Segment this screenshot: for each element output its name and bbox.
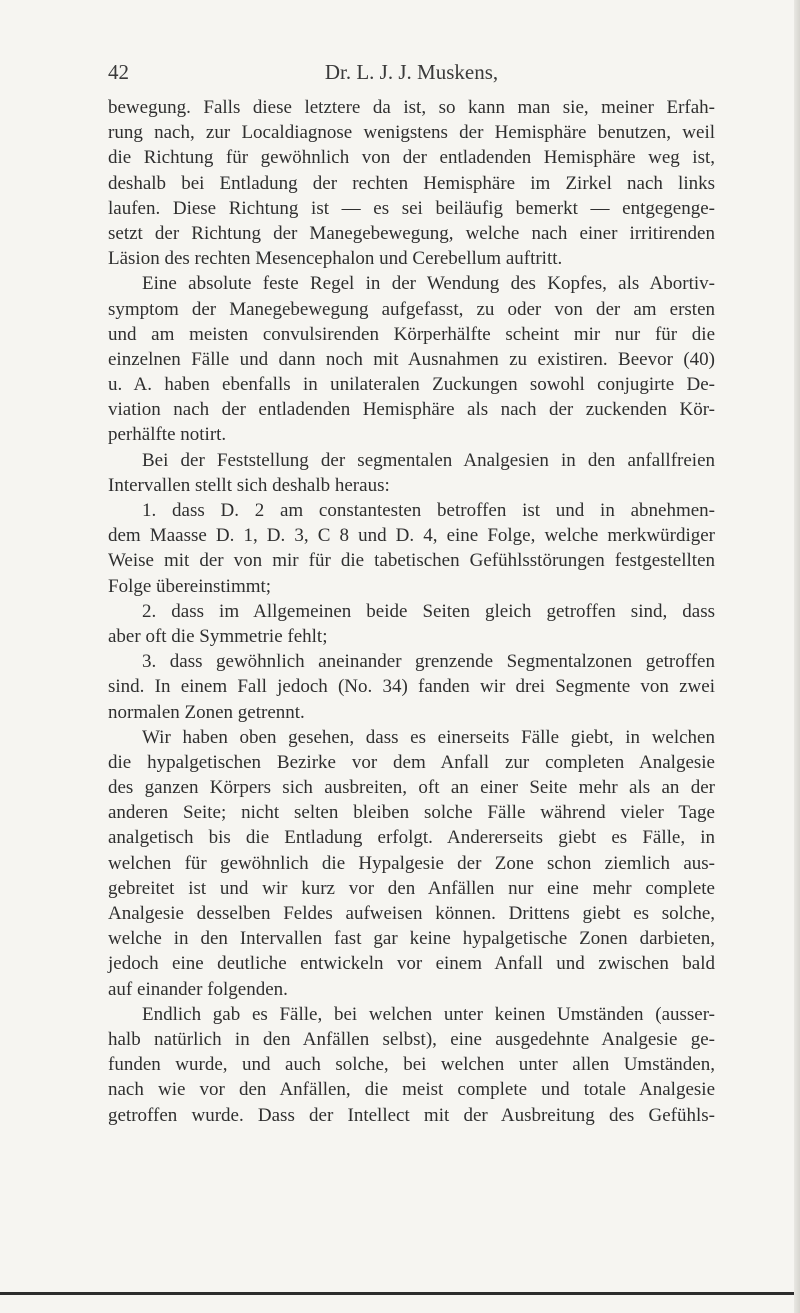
text-line: viation nach der entladenden Hemisphäre als nach der zuckenden Kör-	[108, 399, 715, 421]
text-line: sind. In einem Fall jedoch (No. 34) fanden wir drei Segmente von zwei	[108, 676, 715, 698]
text-line: Weise mit der von mir für die tabetischen Gefühlsstörungen festgestellten	[108, 550, 715, 572]
page-edge	[794, 0, 800, 1313]
text-line: anderen Seite; nicht selten bleiben solche Fälle während vieler Tage	[108, 802, 715, 824]
text-line: Eine absolute feste Regel in der Wendung des Kopfes, als Abortiv-	[142, 273, 715, 295]
text-line: bewegung. Falls diese letztere da ist, so kann man sie, meiner Erfah-	[108, 97, 715, 118]
text-line: Folge übereinstimmt;	[108, 575, 272, 597]
text-line: welchen für gewöhnlich die Hypalgesie der Zone schon ziemlich aus-	[108, 852, 715, 874]
text-line: Endlich gab es Fälle, bei welchen unter keinen Umständen (ausser-	[142, 1003, 715, 1025]
text-line: funden wurde, und auch solche, bei welchen unter allen Umständen,	[108, 1054, 715, 1076]
text-line: u. A. haben ebenfalls in unilateralen Zuckungen sowohl conjugirte De-	[108, 374, 715, 396]
text-line: analgetisch bis die Entladung erfolgt. Andererseits giebt es Fälle, in	[108, 827, 715, 849]
text-line: perhälfte notirt.	[108, 424, 227, 446]
text-line: laufen. Diese Richtung ist — es sei beiläufig bemerkt — entgegenge-	[108, 197, 715, 219]
text-line: des ganzen Körpers sich ausbreiten, oft an einer Seite mehr als an der	[108, 777, 715, 799]
text-line: Wir haben oben gesehen, dass es einerseits Fälle giebt, in welchen	[142, 726, 715, 748]
page-number: 42	[108, 60, 129, 84]
text-line: nach wie vor den Anfällen, die meist complete und totale Analgesie	[108, 1079, 715, 1101]
text-line: Analgesie desselben Feldes aufweisen können. Drittens giebt es solche,	[108, 903, 715, 924]
text-line: aber oft die Symmetrie fehlt;	[108, 625, 328, 647]
text-line: halb natürlich in den Anfällen selbst), eine ausgedehnte Analgesie ge-	[108, 1028, 715, 1050]
text-line: normalen Zonen getrennt.	[108, 701, 305, 723]
text-line: dem Maasse D. 1, D. 3, C 8 und D. 4, eine Folge, welche merkwürdiger	[108, 525, 715, 547]
text-line: und am meisten convulsirenden Körperhälfte scheint mir nur für die	[108, 323, 715, 345]
text-line: setzt der Richtung der Manegebewegung, welche nach einer irritirenden	[108, 222, 715, 244]
text-line: rung nach, zur Localdiagnose wenigstens der Hemisphäre benutzen, weil	[108, 122, 715, 144]
text-line: Bei der Feststellung der segmentalen Analgesien in den anfallfreien	[142, 449, 715, 471]
body-text	[108, 95, 715, 1128]
page-header	[108, 60, 715, 90]
text-line: symptom der Manegebewegung aufgefasst, zu oder von der am ersten	[108, 298, 715, 320]
text-line: die hypalgetischen Bezirke vor dem Anfall zur completen Analgesie	[108, 751, 715, 773]
text-line: gebreitet ist und wir kurz vor den Anfällen nur eine mehr complete	[108, 877, 715, 899]
text-line: Intervallen stellt sich deshalb heraus:	[108, 474, 390, 496]
list-item-2: 2. dass im Allgemeinen beide Seiten gleich getroffen sind, dass	[142, 600, 715, 622]
text-line: welche in den Intervallen fast gar keine hypalgetische Zonen darbieten,	[108, 928, 715, 950]
bottom-rule	[0, 1292, 800, 1295]
list-item-3: 3. dass gewöhnlich aneinander grenzende Segmentalzonen getroffen	[142, 651, 715, 673]
text-line: die Richtung für gewöhnlich von der entladenden Hemisphäre weg ist,	[108, 147, 715, 169]
text-line: Läsion des rechten Mesencephalon und Cerebellum auftritt.	[108, 248, 563, 270]
text-line: getroffen wurde. Dass der Intellect mit der Ausbreitung des Gefühls-	[108, 1104, 715, 1126]
list-item-1: 1. dass D. 2 am constantesten betroffen ist und in abnehmen-	[142, 500, 715, 521]
text-line: jedoch eine deutliche entwickeln vor einem Anfall und zwischen bald	[108, 953, 715, 975]
text-line: auf einander folgenden.	[108, 978, 288, 1000]
text-line: deshalb bei Entladung der rechten Hemisphäre im Zirkel nach links	[108, 172, 715, 194]
text-line: einzelnen Fälle und dann noch mit Ausnahmen zu existiren. Beevor (40)	[108, 348, 715, 370]
running-head: Dr. L. J. J. Muskens,	[324, 60, 499, 84]
